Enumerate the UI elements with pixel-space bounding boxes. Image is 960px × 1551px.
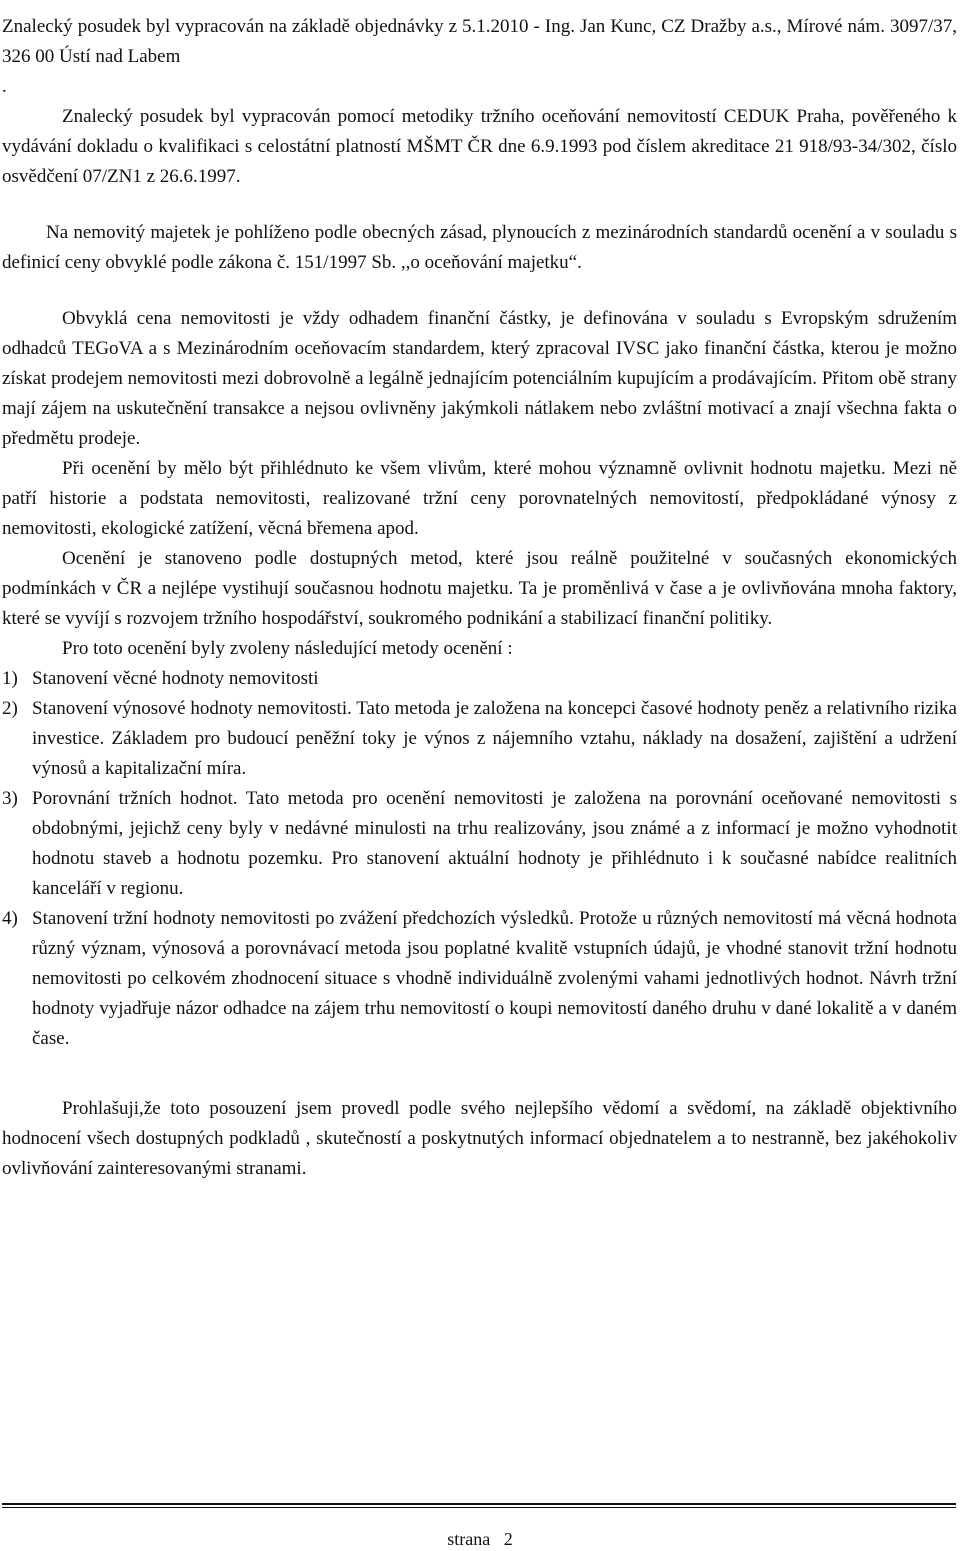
usual-price-paragraph: Obvyklá cena nemovitosti je vždy odhadem finanční částky, je definována v souladu s Evropským sdružením odhadců TEGoVA a s Mezinárodním oceňovacím standardem, který zpracoval IVSC jako finanční částka, kterou je možno získat prodejem nemovitosti mezi dobrovolně a legálně jednajícím potenciálním kupujícím a prodávajícím. Přitom obě strany mají zájem na uskutečnění transakce a nejsou ovlivněny jakýmkoli nátlakem nebo zvláštní motivací a znají všechna fakta o předmětu prodeje. [2,308,957,449]
standards-paragraph: Na nemovitý majetek je pohlíženo podle obecných zásad, plynoucích z mezinárodních standardů ocenění a v souladu s definicí ceny obvyklé podle zákona č. 151/1997 Sb. ,,o oceňování majetku“. [2,222,957,273]
list-item [2,904,957,1054]
list-item-text: Porovnání tržních hodnot. Tato metoda pro ocenění nemovitosti je založena na porovnání oceňované nemovitosti s obdobnými, jejichž ceny byly v nedávné minulosti na trhu realizovány, jsou známé a z informací je možno vyhodnotit hodnotu staveb a hodnotu pozemku. Pro stanovení aktuální hodnoty je přihlédnuto i k současné nabídce realitních kanceláří v regionu. [32,788,957,899]
list-item-text: Stanovení výnosové hodnoty nemovitosti. Tato metoda je založena na koncepci časové hodnoty peněz a relativního rizika investice. Základem pro budoucí peněžní toky je výnos z nájemního vztahu, náklady na dosažení, zajištění a udržení výnosů a kapitalizační míra. [32,698,957,779]
document-page [2,16,957,1184]
methodology-paragraph: Znalecký posudek byl vypracován pomocí metodiky tržního oceňování nemovitostí CEDUK Praha, pověřeného k vydávání dokladu o kvalifikaci s celostátní platností MŠMT ČR dne 6.9.1993 pod číslem akreditace 21 918/93-34/302, číslo osvědčení 07/ZN1 z 26.6.1997. [2,106,957,187]
list-item [2,664,957,694]
determination-paragraph: Ocenění je stanoveno podle dostupných metod, které jsou reálně použitelné v současných ekonomických podmínkách v ČR a nejlépe vystihují současnou hodnotu majetku. Ta je proměnlivá v čase a je ovlivňována mnoha faktory, které se vyvíjí s rozvojem tržního hospodářství, soukromého podnikání a stabilizací finanční politiky. [2,548,957,629]
list-item-number: 1) [2,668,18,689]
header-dot: . [2,76,7,97]
list-item-text: Stanovení věcné hodnoty nemovitosti [32,668,319,689]
footer-rule [2,1503,956,1505]
page-number: strana 2 [447,1529,513,1549]
order-header: Znalecký posudek byl vypracován na základě objednávky z 5.1.2010 - Ing. Jan Kunc, CZ Dražby a.s., Mírové nám. 3097/37, 326 00 Ústí nad Labem [2,16,957,67]
methods-intro: Pro toto ocenění byly zvoleny následující metody ocenění : [62,638,513,659]
list-item-number: 4) [2,908,18,929]
influences-paragraph: Při ocenění by mělo být přihlédnuto ke všem vlivům, které mohou významně ovlivnit hodnotu majetku. Mezi ně patří historie a podstata nemovitosti, realizované tržní ceny porovnatelných nemovitostí, předpokládané výnosy z nemovitosti, ekologické zatížení, věcná břemena apod. [2,458,957,539]
declaration-paragraph: Prohlašuji,že toto posouzení jsem provedl podle svého nejlepšího vědomí a svědomí, na základě objektivního hodnocení všech dostupných podkladů , skutečností a poskytnutých informací objednatelem a to nestranně, bez jakéhokoliv ovlivňování zainteresovanými stranami. [2,1098,957,1179]
list-item [2,784,957,904]
list-item-text: Stanovení tržní hodnoty nemovitosti po zvážení předchozích výsledků. Protože u různých nemovitostí má věcná hodnota různý význam, výnosová a porovnávací metoda jsou poplatné kvalitě vstupních údajů, je vhodné stanovit tržní hodnotu nemovitosti po celkovém zhodnocení situace s vhodně individuálně zvolenými vahami jednotlivých hodnot. Návrh tržní hodnoty vyjadřuje názor odhadce na zájem trhu nemovitostí o koupi nemovitostí daného druhu v dané lokalitě a v daném čase. [32,908,957,1049]
footer-rule-thin [2,1507,956,1508]
methods-list [2,664,957,1054]
list-item-number: 3) [2,788,18,809]
list-item [2,694,957,784]
list-item-number: 2) [2,698,18,719]
